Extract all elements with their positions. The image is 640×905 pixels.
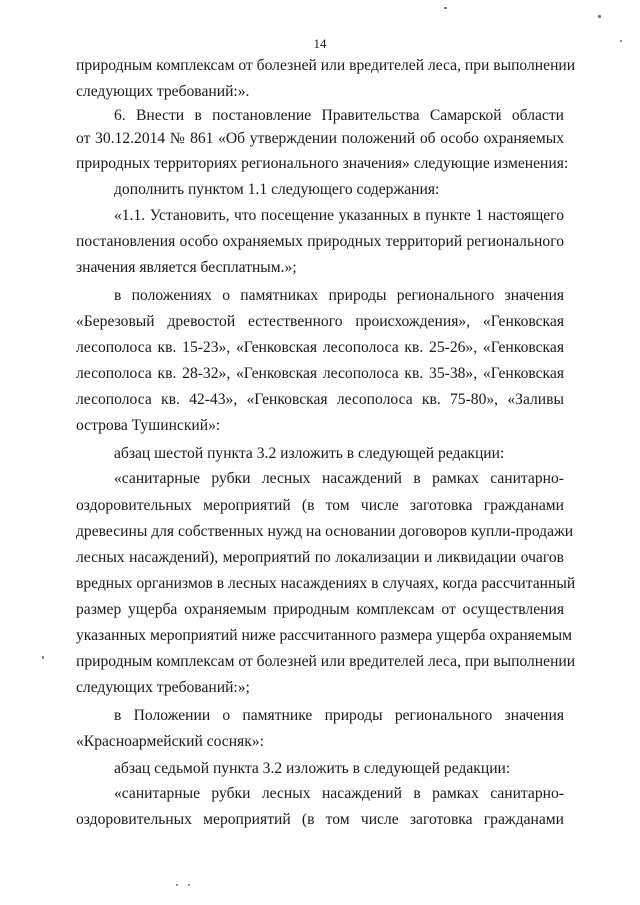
text-line: лесополоса кв. 15-23», «Генковская лесополоса кв. 25-26», «Генковская <box>76 339 564 356</box>
text-line: «санитарные рубки лесных насаждений в рамках санитарно- <box>114 470 564 487</box>
text-line: в положениях о памятниках природы регионального значения <box>114 287 564 304</box>
scan-speck <box>42 656 44 659</box>
text-line: следующих требований:». <box>76 83 250 100</box>
text-line: в Положении о памятнике природы регионального значения <box>114 707 564 724</box>
text-line: значения является бесплатным.»; <box>76 259 297 276</box>
text-line: размер ущерба охраняемым природным комплексам от осуществления <box>76 601 564 618</box>
text-line: абзац шестой пункта 3.2 изложить в следующей редакции: <box>114 445 505 462</box>
text-line: от 30.12.2014 № 861 «Об утверждении положений об особо охраняемых <box>76 130 564 147</box>
text-line: природным комплексам от болезней или вредителей леса, при выполнении <box>76 653 576 670</box>
text-line: природным комплексам от болезней или вредителей леса, при выполнении <box>76 57 576 74</box>
text-line: древесины для собственных нужд на основании договоров купли-продажи <box>76 523 574 540</box>
text-line: «Березовый древостой естественного происхождения», «Генковская <box>76 313 564 330</box>
text-line: абзац седьмой пункта 3.2 изложить в следующей редакции: <box>114 760 511 777</box>
text-line: вредных организмов в лесных насаждениях в случаях, когда рассчитанный <box>76 575 576 592</box>
text-line: дополнить пунктом 1.1 следующего содержания: <box>114 181 440 198</box>
scan-speck <box>444 7 447 9</box>
text-line: «санитарные рубки лесных насаждений в рамках санитарно- <box>114 785 564 802</box>
text-line: лесных насаждений), мероприятий по локализации и ликвидации очагов <box>76 549 564 566</box>
text-line: следующих требований:»; <box>76 679 250 696</box>
text-line: «Красноармейский сосняк»: <box>76 733 264 750</box>
text-line: острова Тушинский»: <box>76 417 221 434</box>
text-line: 6. Внести в постановление Правительства Самарской области <box>114 107 564 124</box>
scan-speck <box>598 15 601 18</box>
text-line: лесополоса кв. 28-32», «Генковская лесополоса кв. 35-38», «Генковская <box>76 365 564 382</box>
text-line: оздоровительных мероприятий (в том числе заготовка гражданами <box>76 497 564 514</box>
text-line: указанных мероприятий ниже рассчитанного размера ущерба охраняемым <box>76 627 572 644</box>
text-line: лесополоса кв. 42-43», «Генковская лесополоса кв. 75-80», «Заливы <box>76 391 564 408</box>
text-line: оздоровительных мероприятий (в том числе заготовка гражданами <box>76 811 564 828</box>
scan-speck <box>176 884 178 886</box>
text-line: «1.1. Установить, что посещение указанных в пункте 1 настоящего <box>114 207 564 224</box>
scan-speck <box>620 40 622 42</box>
text-line: постановления особо охраняемых природных территорий регионального <box>76 233 564 250</box>
page-number: 14 <box>313 36 327 51</box>
text-line: природных территориях регионального значения» следующие изменения: <box>76 155 569 172</box>
scan-speck <box>188 884 190 886</box>
